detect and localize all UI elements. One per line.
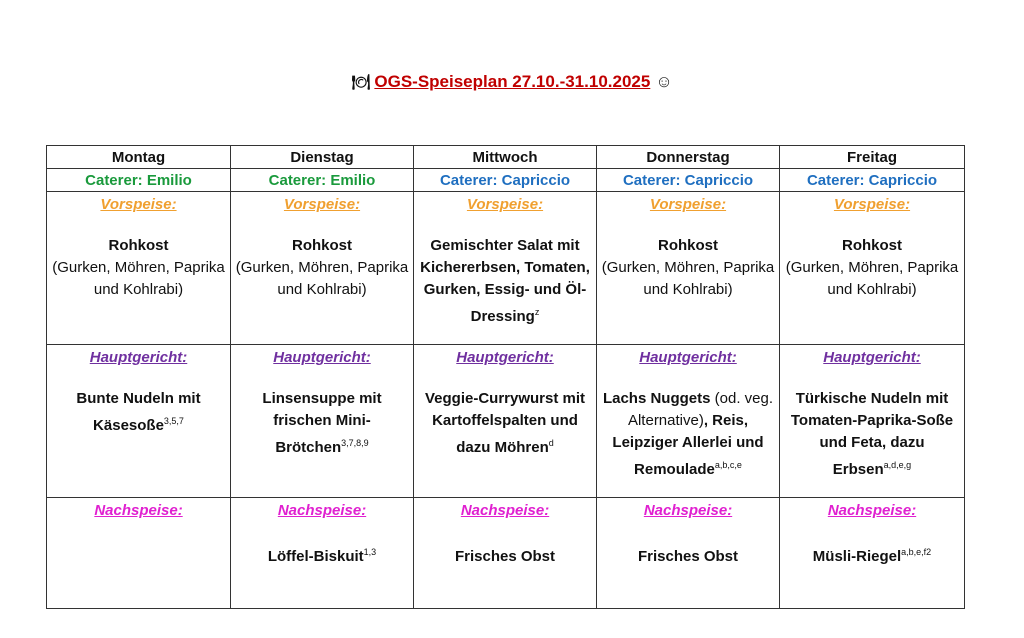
allergen-note: 1,3 bbox=[363, 547, 377, 557]
dish-name: Linsensuppe mit frischen Mini-Brötchen bbox=[262, 390, 382, 456]
day-header-row bbox=[47, 146, 965, 169]
hauptgericht-dish bbox=[235, 388, 409, 459]
hauptgericht-cell bbox=[597, 345, 780, 498]
allergen-note: a,b,c,e bbox=[714, 460, 742, 470]
day-header: Mittwoch bbox=[414, 146, 597, 169]
caterer-row bbox=[47, 169, 965, 192]
vorspeise-dish bbox=[601, 235, 775, 301]
allergen-note: z bbox=[534, 307, 540, 317]
vorspeise-cell bbox=[231, 192, 414, 345]
hauptgericht-dish bbox=[418, 388, 592, 459]
vorspeise-label: Vorspeise: bbox=[833, 196, 911, 213]
caterer-cell: Caterer: Capriccio bbox=[597, 169, 780, 192]
nachspeise-cell bbox=[597, 498, 780, 609]
vorspeise-dish bbox=[51, 235, 226, 301]
dish-name: Rohkost bbox=[108, 237, 169, 254]
nachspeise-label: Nachspeise: bbox=[94, 502, 183, 519]
caterer-cell: Caterer: Emilio bbox=[231, 169, 414, 192]
hauptgericht-cell bbox=[47, 345, 231, 498]
hauptgericht-cell bbox=[231, 345, 414, 498]
dish-details: (Gurken, Möhren, Paprika und Kohlrabi) bbox=[785, 259, 959, 298]
vorspeise-cell bbox=[780, 192, 965, 345]
hauptgericht-label: Hauptgericht: bbox=[89, 349, 188, 366]
allergen-note: 3,5,7 bbox=[163, 416, 184, 426]
dish-name: Rohkost bbox=[842, 237, 902, 254]
dish-name-continued: , Reis, Leipziger Allerlei und Remoulade bbox=[612, 412, 764, 478]
nachspeise-cell bbox=[231, 498, 414, 609]
dish-name: Lachs Nuggets bbox=[602, 390, 711, 407]
allergen-note: d bbox=[548, 438, 554, 448]
vorspeise-label: Vorspeise: bbox=[100, 196, 177, 213]
nachspeise-dish bbox=[235, 541, 409, 568]
caterer-cell: Caterer: Capriccio bbox=[414, 169, 597, 192]
hauptgericht-dish bbox=[51, 388, 226, 437]
allergen-note: a,b,e,f2 bbox=[901, 547, 932, 557]
allergen-note: 3,7,8,9 bbox=[341, 438, 369, 448]
day-header: Freitag bbox=[780, 146, 965, 169]
vorspeise-cell bbox=[414, 192, 597, 345]
vorspeise-label: Vorspeise: bbox=[466, 196, 544, 213]
vorspeise-dish bbox=[235, 235, 409, 301]
hauptgericht-label: Hauptgericht: bbox=[273, 349, 371, 366]
nachspeise-dish bbox=[784, 541, 960, 568]
dish-name: Frisches Obst bbox=[454, 548, 556, 565]
vorspeise-cell bbox=[597, 192, 780, 345]
dish-name: Rohkost bbox=[658, 237, 718, 254]
nachspeise-cell bbox=[414, 498, 597, 609]
dish-name: Gemischter Salat mit Kichererbsen, Tomaten, Gurken, Essig- und Öl-Dressing bbox=[420, 237, 590, 325]
menu-table bbox=[46, 145, 965, 609]
dish-name: Löffel-Biskuit bbox=[267, 548, 364, 565]
plate-cutlery-icon: 🍽 bbox=[351, 74, 371, 91]
vorspeise-row bbox=[47, 192, 965, 345]
dish-details: (od. veg. Alternative) bbox=[627, 390, 774, 429]
smiley-icon: ☺ bbox=[655, 72, 673, 91]
vorspeise-label: Vorspeise: bbox=[649, 196, 727, 213]
nachspeise-label: Nachspeise: bbox=[460, 502, 550, 519]
vorspeise-dish bbox=[418, 235, 592, 328]
nachspeise-cell bbox=[47, 498, 231, 609]
page-title bbox=[0, 72, 1024, 92]
dish-name: Rohkost bbox=[292, 237, 352, 254]
dish-name: Bunte Nudeln mit Käsesoße bbox=[76, 390, 201, 434]
nachspeise-label: Nachspeise: bbox=[643, 502, 733, 519]
caterer-cell: Caterer: Emilio bbox=[47, 169, 231, 192]
hauptgericht-row bbox=[47, 345, 965, 498]
nachspeise-label: Nachspeise: bbox=[277, 502, 367, 519]
nachspeise-cell bbox=[780, 498, 965, 609]
hauptgericht-dish bbox=[601, 388, 775, 481]
allergen-note: a,d,e,g bbox=[883, 460, 912, 470]
day-header: Montag bbox=[47, 146, 231, 169]
day-header: Dienstag bbox=[231, 146, 414, 169]
hauptgericht-cell bbox=[780, 345, 965, 498]
nachspeise-dish bbox=[418, 541, 592, 568]
hauptgericht-cell bbox=[414, 345, 597, 498]
day-header: Donnerstag bbox=[597, 146, 780, 169]
vorspeise-label: Vorspeise: bbox=[283, 196, 361, 213]
hauptgericht-label: Hauptgericht: bbox=[639, 349, 737, 366]
hauptgericht-label: Hauptgericht: bbox=[823, 349, 921, 366]
vorspeise-cell bbox=[47, 192, 231, 345]
title-text: OGS-Speiseplan 27.10.-31.10.2025 bbox=[374, 72, 651, 91]
dish-details: (Gurken, Möhren, Paprika und Kohlrabi) bbox=[601, 259, 775, 298]
hauptgericht-dish bbox=[784, 388, 960, 481]
dish-name: Veggie-Currywurst mit Kartoffelspalten und dazu Möhren bbox=[424, 390, 586, 456]
dish-name: Müsli-Riegel bbox=[812, 548, 902, 565]
nachspeise-label: Nachspeise: bbox=[827, 502, 917, 519]
dish-name: Frisches Obst bbox=[637, 548, 739, 565]
caterer-cell: Caterer: Capriccio bbox=[780, 169, 965, 192]
dish-details: (Gurken, Möhren, Paprika und Kohlrabi) bbox=[52, 259, 225, 298]
dish-name: Türkische Nudeln mit Tomaten-Paprika-Soße und Feta, dazu Erbsen bbox=[790, 390, 954, 478]
dish-details: (Gurken, Möhren, Paprika und Kohlrabi) bbox=[235, 259, 409, 298]
hauptgericht-label: Hauptgericht: bbox=[456, 349, 554, 366]
nachspeise-dish bbox=[601, 541, 775, 568]
vorspeise-dish bbox=[784, 235, 960, 301]
nachspeise-row bbox=[47, 498, 965, 609]
